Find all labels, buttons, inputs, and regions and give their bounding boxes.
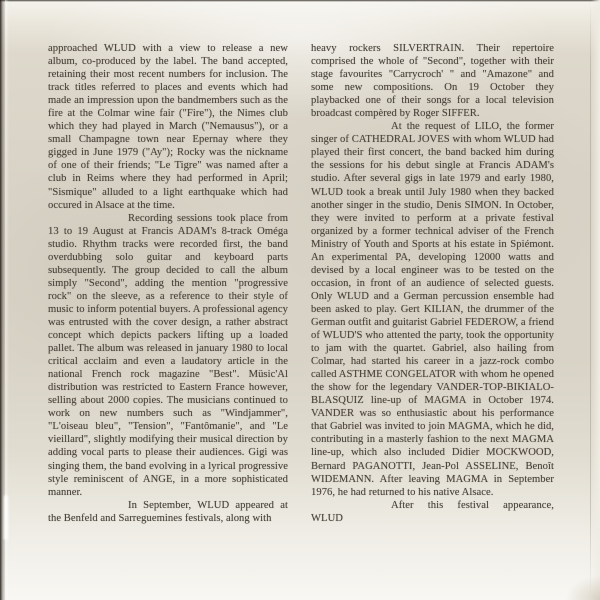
- text-column-left: [48, 42, 288, 525]
- paragraph: After this festival appearance, WLUD: [311, 499, 554, 524]
- paragraph: approached WLUD with a view to release a new album, co-produced by the label. The band accepted, retaining their most recent numbers for inclusion. The track titles referred to places and events which had made an impression upon the bandmembers such as the fire at the Colmar wine fair ("Fire"), the Nimes club which they had played in March ("Nemausus"), or a small Champagne town near Epernay where they gigged in June 1979 ("Ay"); Rocky was the nickname of one of their friends; "Le Tigre" was named after a club in Reims where they had performed in April; "Sismique" alluded to a light earthquake which had occured in Alsace at the time.: [48, 43, 288, 211]
- scan-corner-shadow: [566, 576, 600, 600]
- scan-edge-top: [0, 0, 600, 2]
- paragraph: At the request of LILO, the former singer of CATHEDRAL JOVES with whom WLUD had played their first concert, the band backed him during the sessions for his debut single at Francis ADAM's studio. After several gigs in late 1979 and early 1980, WLUD took a break until July 1980 when they backed another singer in the studio, Denis SIMON. In October, they were invited to perform at a private festival organized by a former technical adviser of the French Ministry of Youth and Sports at his estate in Spiémont. An experimental PA, developing 12000 watts and devised by a local engineer was to be tested on the occasion, in front of an audience of selected guests. Only WLUD and a German percussion ensemble had been asked to play. Gert KILIAN, the drummer of the German outfit and guitarist Gabriel FEDEROW, a friend of WLUD'S who attented the party, took the opportunity to jam with the quartet. Gabriel, also hailing from Colmar, had started his career in a jazz-rock combo called ASTHME CONGELATOR with whom he opened the show for the legendary VANDER-TOP-BIKIALO-BLASQUIZ line-up of MAGMA in October 1974. VANDER was so enthusiastic about his performance that Gabriel was invited to join MAGMA, which he did, contributing in a masterly fashion to the next MAGMA line-up, which also included Didier MOCKWOOD, Bernard PAGANOTTI, Jean-Pol ASSELINE, Benoît WIDEMANN. After leaving MAGMA in September 1976, he had returned to his native Alsace.: [311, 121, 554, 498]
- text-column-right: [311, 42, 554, 525]
- scan-edge-left: [0, 0, 6, 600]
- scan-streak-left: [4, 495, 8, 540]
- paragraph: Recording sessions took place from 13 to 19 August at Francis ADAM's 8-track Oméga studio. Rhythm tracks were recorded first, the band overdubbing solo guitar and keyboard parts subsequently. The group decided to call the album simply "Second", adding the mention "progressive rock" on the sleeve, as a reference to their style of music to inform potential buyers. A professional agency was entrusted with the cover design, a rather abstract concept which depicts packers lifting up a loaded pallet. The album was released in january 1980 to local critical acclaim and even a laudatory article in the national French rock magazine "Best". Müsic'Al distribution was restricted to Eastern France however, selling about 2000 copies. The musicians continued to work on new numbers such as "Windjammer", "L'oiseau bleu", "Tension", "Fantômanie", and "Le vieillard", slightly modifying their musical direction by adding vocal parts to please their audiences. Gigi was singing them, the band evolving in a lyrical progressive style reminiscent of ANGE, in a more sophisticated manner.: [48, 212, 288, 498]
- scan-margin-right: [591, 0, 600, 600]
- paragraph: heavy rockers SILVERTRAIN. Their repertoire comprised the whole of "Second", together with their stage favourites "Carrycroch' " and "Amazone" and some new compositions. On 19 October they playbacked one of their songs for a local television broadcast compèred by Roger SIFFER.: [311, 43, 554, 120]
- scan-crease-left: [5, 0, 9, 600]
- scan-edge-right-line: [590, 0, 592, 600]
- paragraph: In September, WLUD appeared at the Benfeld and Sarreguemines festivals, along with: [48, 499, 288, 524]
